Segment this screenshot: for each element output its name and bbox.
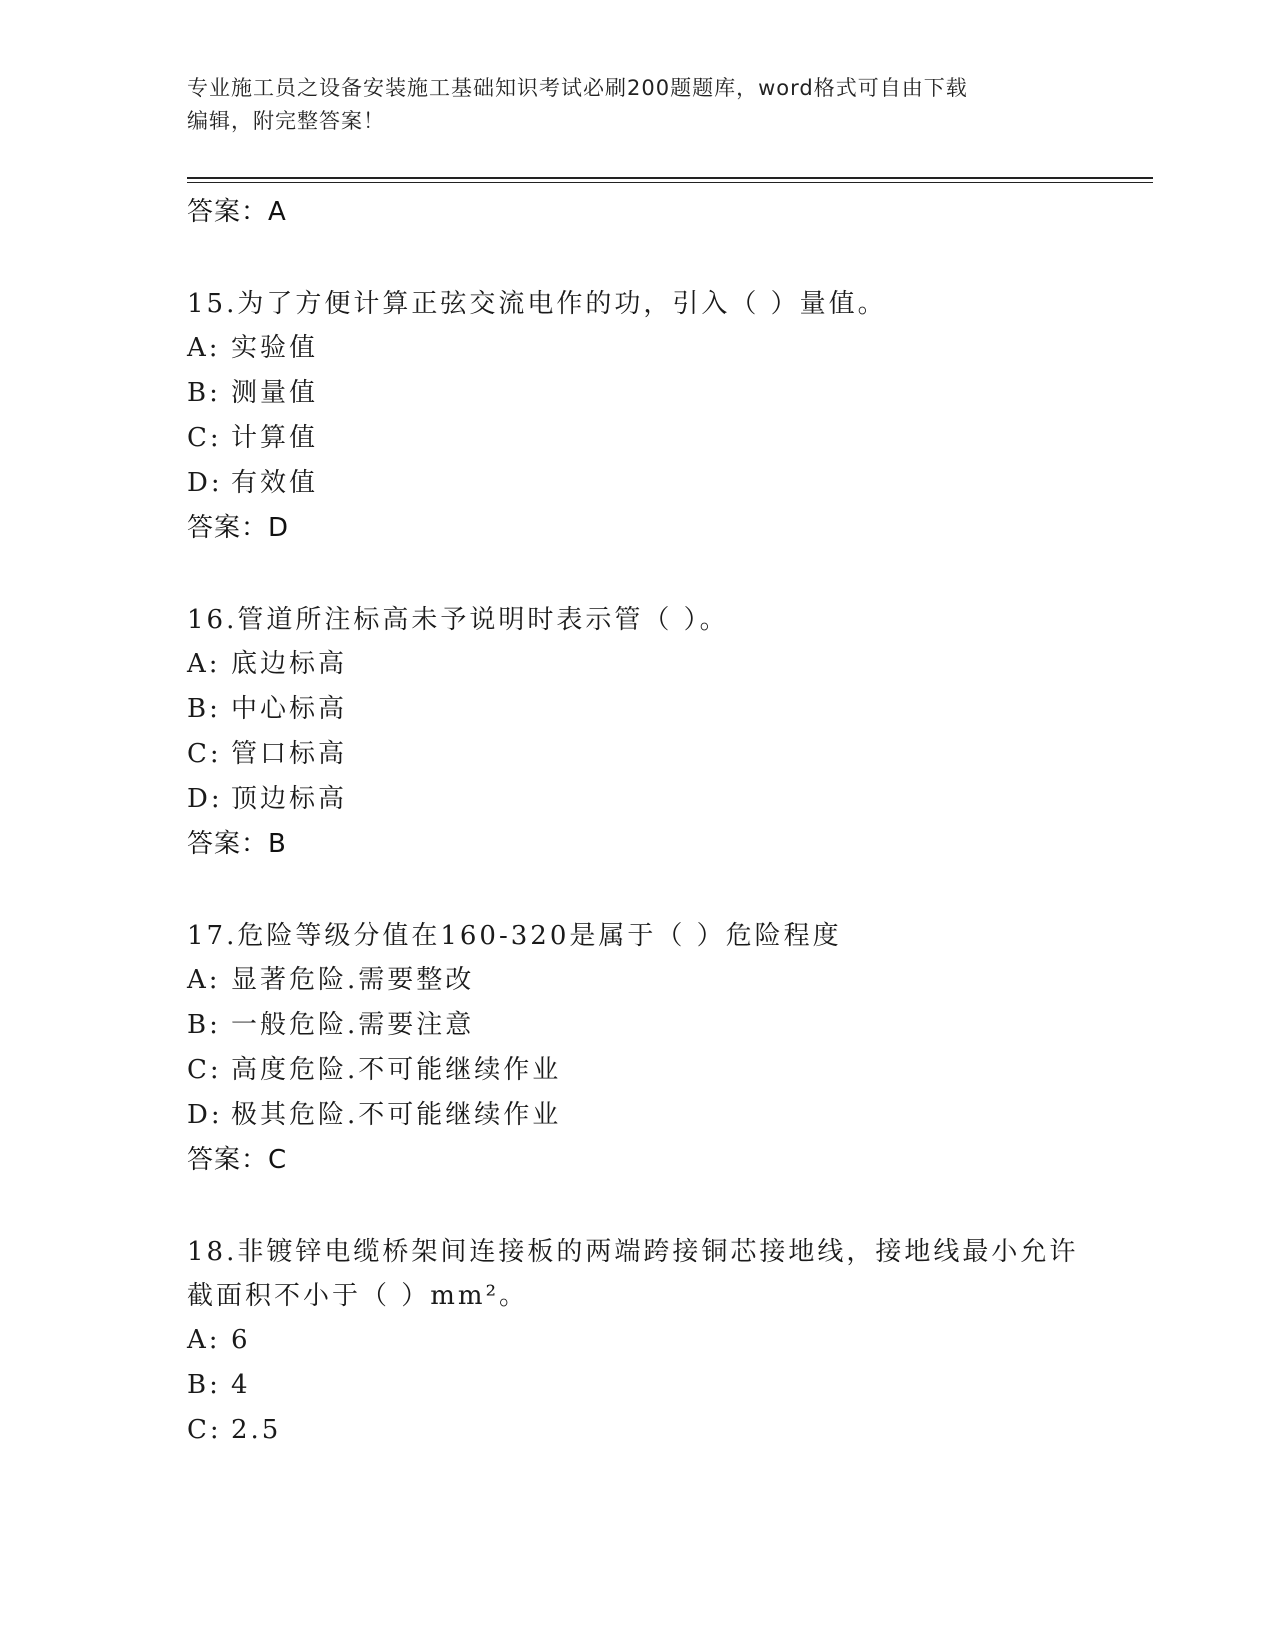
option-d: D: 有效值 <box>187 468 319 498</box>
question-stem-line-2: 截面积不小于（ ）mm²。 <box>187 1281 528 1311</box>
answer-line: 答案：D <box>187 513 290 543</box>
option-d: D: 顶边标高 <box>187 784 348 814</box>
option-a: A: 显著危险.需要整改 <box>187 965 475 995</box>
option-b: B: 4 <box>187 1370 251 1400</box>
option-c: C: 2.5 <box>187 1415 282 1445</box>
question-stem: 15.为了方便计算正弦交流电作的功，引入（ ）量值。 <box>187 289 887 319</box>
question-stem: 17.危险等级分值在160-320是属于（ ）危险程度 <box>187 921 842 951</box>
answer-line: 答案：A <box>187 197 287 227</box>
header-line-2: 编辑，附完整答案！ <box>187 109 385 133</box>
question-list <box>187 190 1153 1453</box>
option-a: A: 6 <box>187 1325 251 1355</box>
option-d: D: 极其危险.不可能继续作业 <box>187 1100 562 1130</box>
question-stem-line-1: 18.非镀锌电缆桥架间连接板的两端跨接铜芯接地线，接地线最小允许 <box>187 1237 1079 1267</box>
answer-line: 答案：C <box>187 1145 288 1175</box>
option-c: C: 管口标高 <box>187 739 348 769</box>
question-15 <box>187 282 1153 550</box>
question-17 <box>187 914 1153 1182</box>
document-header <box>187 72 1087 138</box>
question-16 <box>187 598 1153 866</box>
option-b: B: 一般危险.需要注意 <box>187 1010 475 1040</box>
option-b: B: 中心标高 <box>187 694 348 724</box>
option-c: C: 高度危险.不可能继续作业 <box>187 1055 562 1085</box>
answer-line: 答案：B <box>187 829 287 859</box>
header-divider-thin <box>187 182 1153 183</box>
option-a: A: 实验值 <box>187 333 319 363</box>
option-a: A: 底边标高 <box>187 649 348 679</box>
question-18 <box>187 1230 1153 1453</box>
header-line-1: 专业施工员之设备安装施工基础知识考试必刷200题题库，word格式可自由下载 <box>187 76 968 100</box>
header-divider-thick <box>187 177 1153 179</box>
option-c: C: 计算值 <box>187 423 319 453</box>
question-stem: 16.管道所注标高未予说明时表示管（ ）。 <box>187 605 729 635</box>
option-b: B: 测量值 <box>187 378 319 408</box>
